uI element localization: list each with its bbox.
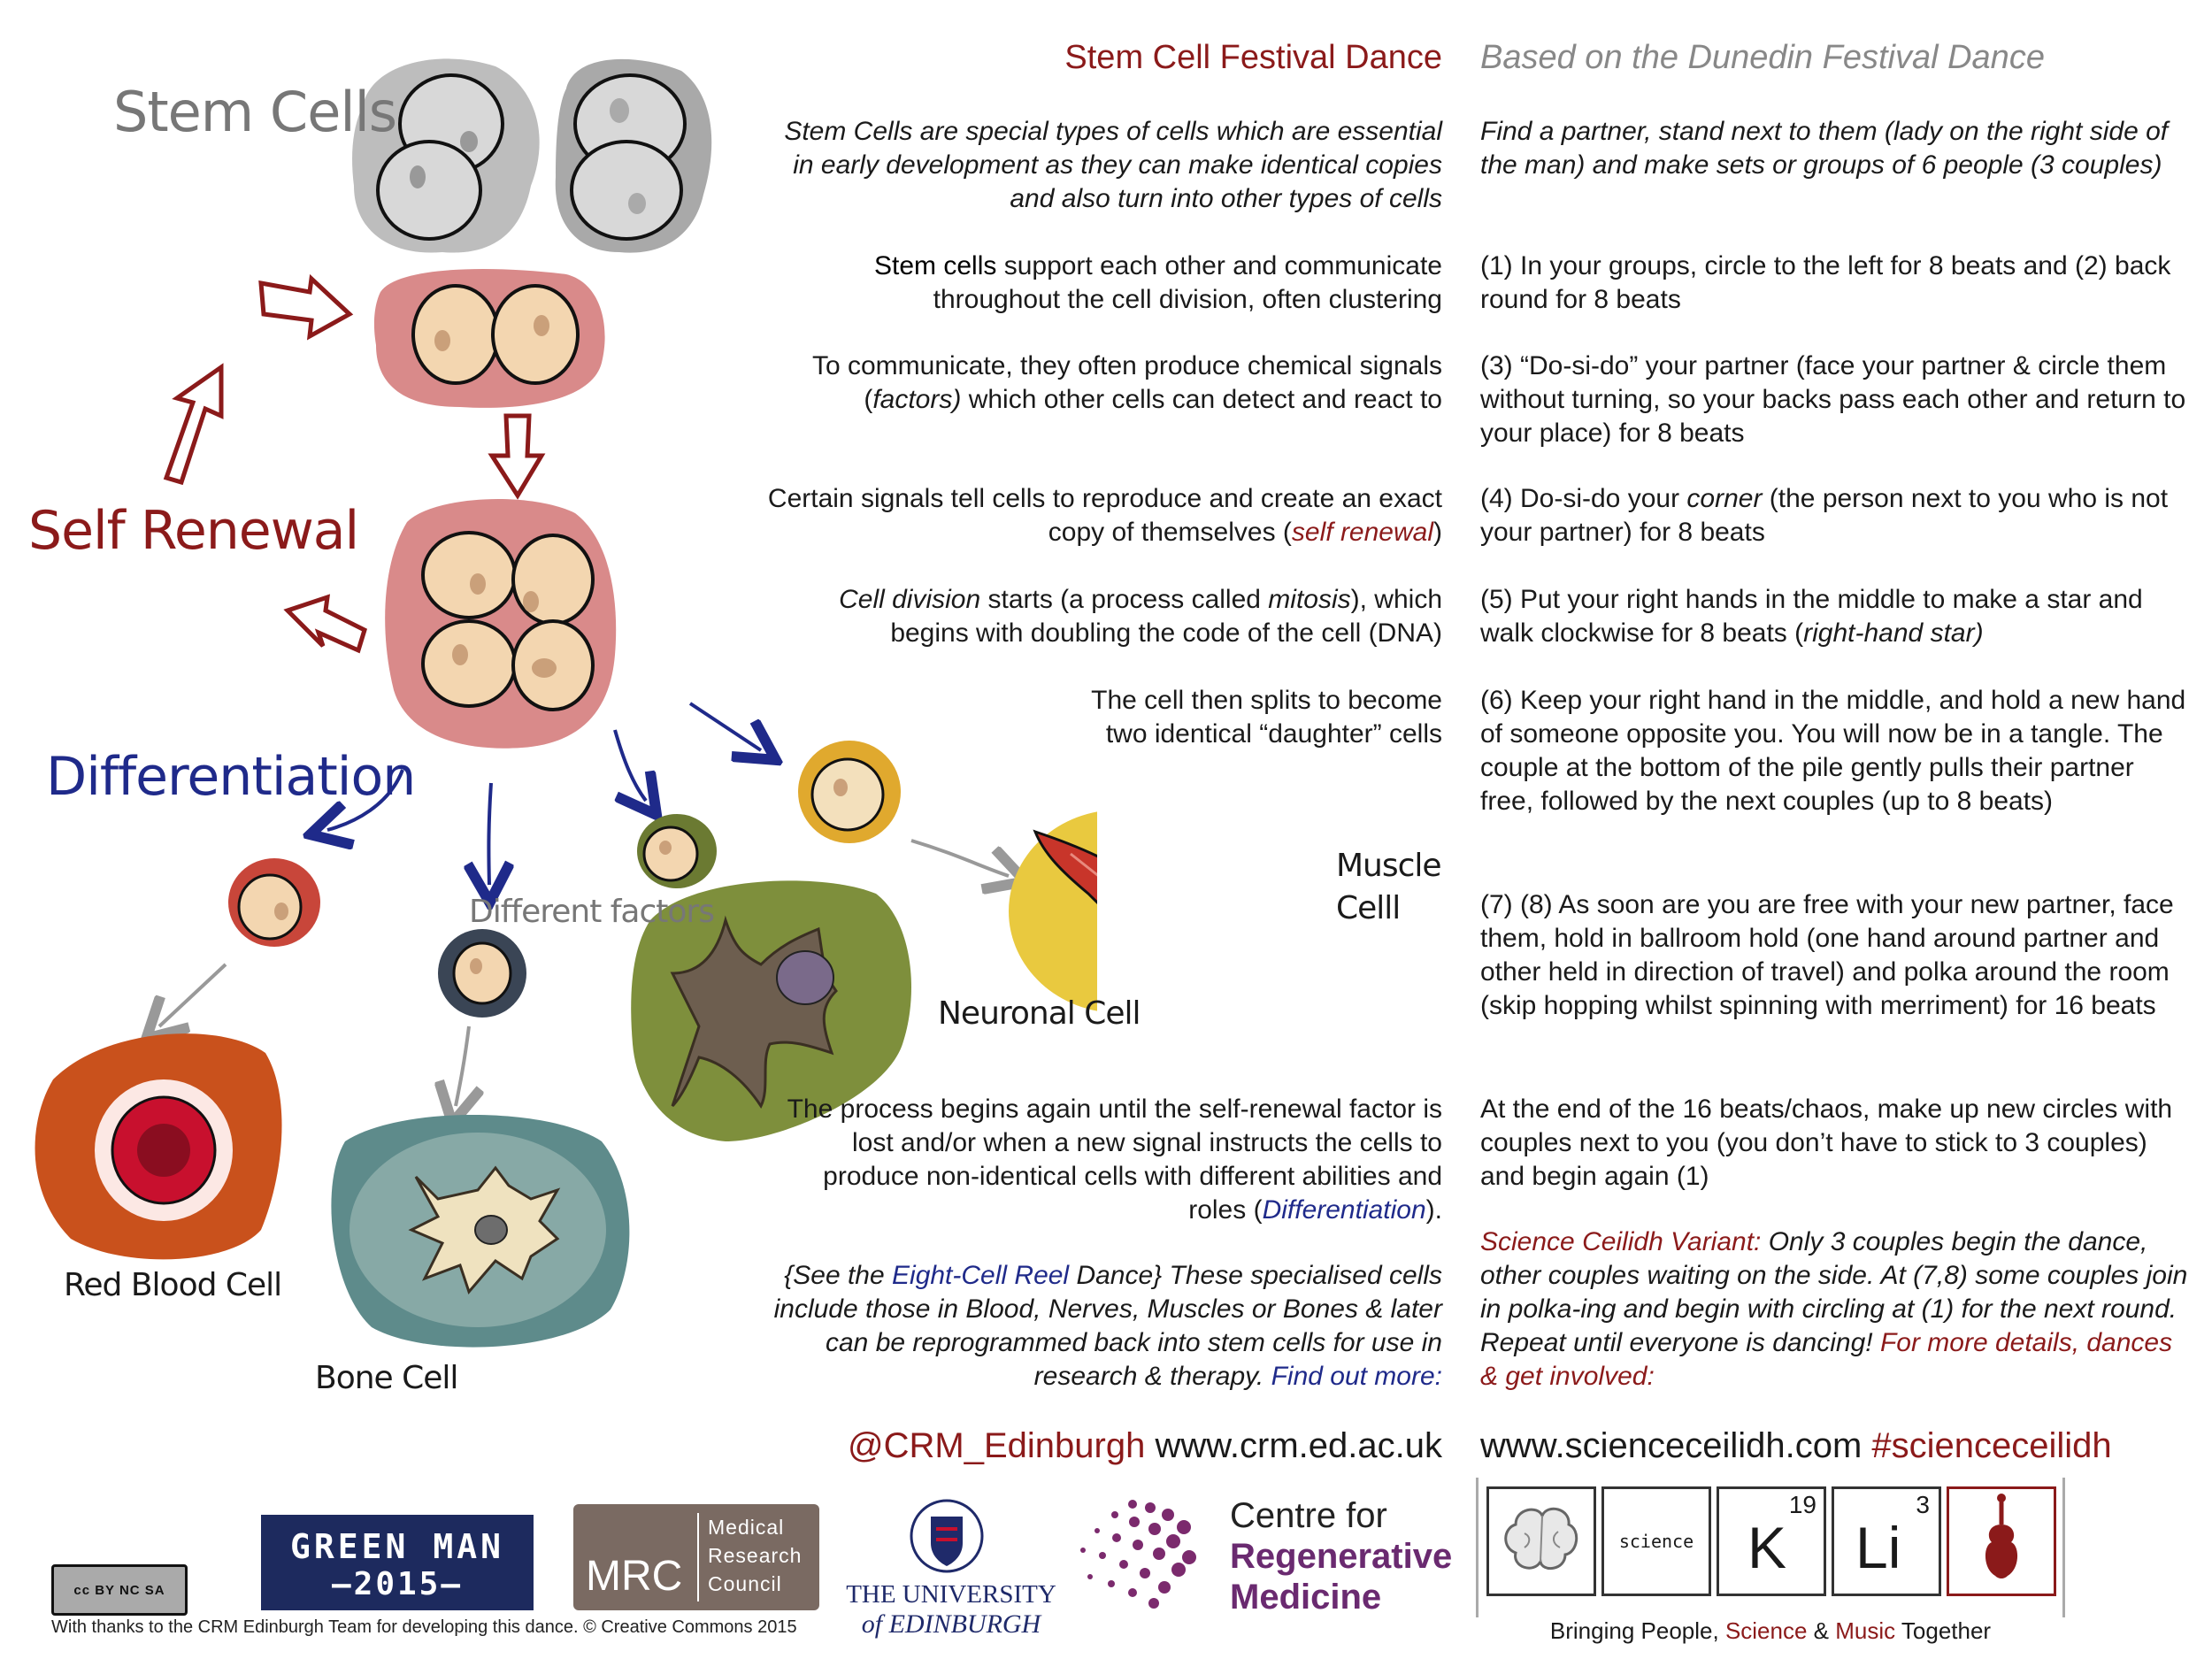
cell-division-text-a: starts (a process called <box>980 585 1269 614</box>
step-intro <box>1480 115 2188 182</box>
step-7-8-text: (7) (8) As soon are you are free with your new partner, face them, hold in ballroom hold (one hand around partner and other held in direction of travel) and polka around the room (skip hopping whilst spinning with merriment) for 16 beats <box>1480 890 2174 1020</box>
science-cell <box>1601 1486 1711 1596</box>
crm-twitter-handle[interactable]: @CRM_Edinburgh <box>848 1426 1146 1465</box>
crm-website-link[interactable]: www.crm.ed.ac.uk <box>1145 1426 1442 1465</box>
different-factors-label: Different factors <box>469 894 714 930</box>
differentiation-inline: Differentiation <box>1262 1195 1426 1225</box>
uoe-line-2: of EDINBURGH <box>861 1609 1041 1639</box>
step-end-text: At the end of the 16 beats/chaos, make up new circles with couples next to you (you don’t have to stick to 3 couples) and begin again (1) <box>1480 1094 2173 1191</box>
arrow-down-outline <box>492 416 541 495</box>
process-text-b: ). <box>1425 1195 1442 1225</box>
neuronal-cell-label: Neuronal Cell <box>938 995 1141 1032</box>
right-hand-star-inline: right-hand star) <box>1803 618 1984 648</box>
potassium-number: 19 <box>1788 1491 1816 1518</box>
ceilidh-variant <box>1480 1225 2188 1394</box>
step-end <box>1480 1093 2188 1194</box>
mrc-line-1: Medical <box>708 1516 785 1539</box>
thanks-note: With thanks to the CRM Edinburgh Team for developing this dance. © Creative Commons 2015 <box>51 1617 797 1637</box>
eight-cell-reel-link[interactable]: Eight-Cell Reel <box>892 1261 1070 1290</box>
step-3-text: (3) “Do-si-do” your partner (face your partner & circle them without turning, so your backs pass each other and return to your place) for 8 beats <box>1480 351 2186 448</box>
science-ceilidh-tagline <box>1476 1617 2065 1645</box>
mrc-full-name <box>708 1513 802 1598</box>
uoe-line-1: THE UNIVERSITY <box>846 1580 1056 1609</box>
tagline-part-c: Together <box>1895 1617 1992 1644</box>
crm-logo-text <box>1230 1495 1452 1617</box>
process-paragraph <box>761 1093 1442 1227</box>
ceilidh-footer-links <box>1480 1426 2112 1466</box>
step-5 <box>1480 583 2188 650</box>
step-4-text-a: (4) Do-si-do your <box>1480 484 1687 513</box>
step-1-2 <box>1480 250 2188 317</box>
more-details-link[interactable]: For more details, dances & get involved: <box>1480 1328 2173 1391</box>
stem-cells-bold: Stem cells <box>873 251 997 280</box>
crm-dots-icon <box>1071 1495 1203 1610</box>
bone-cell-label: Bone Cell <box>315 1360 458 1396</box>
support-paragraph <box>761 250 1442 317</box>
arrow-to-green-cell <box>615 730 646 801</box>
differentiation-label: Differentiation <box>46 746 416 808</box>
ceilidh-website-link[interactable]: www.scienceceilidh.com <box>1480 1426 1863 1465</box>
corner-inline: corner <box>1686 484 1763 513</box>
two-cell-cluster <box>374 269 605 408</box>
stem-cells-label: Stem Cells <box>113 80 397 144</box>
step-4-text-b: (the person next to you who is not your partner) for 8 beats <box>1480 484 2169 547</box>
arrow-to-dark-cell <box>488 783 491 885</box>
step-6-text: (6) Keep your right hand in the middle, and hold a new hand of someone opposite you. You will now be in a tangle. The couple at the bottom of the pile gently pulls their partner free, followed by the next couples (up to 8 beats) <box>1480 686 2186 816</box>
mrc-logo <box>573 1504 819 1610</box>
uoe-crest-icon <box>910 1494 984 1578</box>
violin-icon <box>1949 1489 2054 1594</box>
self-renewal-paragraph <box>761 482 1442 549</box>
cell-division-paragraph <box>761 583 1442 650</box>
arrow-to-muscle-cell <box>911 841 1009 876</box>
mrc-divider <box>697 1513 699 1601</box>
muscle-label-line-1: Muscle <box>1336 848 1441 884</box>
yellow-progenitor-cell <box>798 741 901 843</box>
muscle-label <box>1336 845 1441 930</box>
process-text-a: The process begins again until the self-renewal factor is lost and/or when a new signal instructs the cells to produce non-identical cells with different abilities and roles ( <box>787 1094 1442 1225</box>
red-progenitor-cell <box>228 858 320 947</box>
mrc-line-3: Council <box>708 1572 782 1595</box>
red-blood-cell-label: Red Blood Cell <box>64 1267 282 1303</box>
creative-commons-badge <box>51 1564 188 1616</box>
science-cell-text: science <box>1618 1531 1694 1552</box>
mrc-abbrev: MRC <box>586 1553 683 1600</box>
communicate-paragraph <box>761 349 1442 417</box>
crm-line-3: Medicine <box>1230 1578 1382 1617</box>
tagline-part-b: & <box>1807 1617 1836 1644</box>
brain-icon <box>1489 1489 1594 1594</box>
potassium-cell <box>1717 1486 1826 1596</box>
green-man-year: —2015— <box>331 1566 464 1602</box>
right-title: Based on the Dunedin Festival Dance <box>1480 39 2045 76</box>
muscle-cell-drawing <box>1009 810 1097 1013</box>
tagline-music: Music <box>1835 1617 1896 1644</box>
factors-text: factors) <box>872 385 962 414</box>
green-progenitor-cell <box>637 814 717 888</box>
step-3 <box>1480 349 2188 450</box>
cell-division-text-b: ), which begins with doubling the code of the cell (DNA) <box>890 585 1442 648</box>
crm-line-1: Centre for <box>1230 1496 1387 1535</box>
variant-label: Science Ceilidh Variant: <box>1480 1227 1762 1256</box>
self-renewal-text-b: ) <box>1433 518 1442 547</box>
green-man-logo <box>261 1515 534 1610</box>
step-7-8 <box>1480 888 2188 1023</box>
violin-cell <box>1947 1486 2056 1596</box>
stem-cell-pair-right <box>556 59 711 253</box>
dark-progenitor-cell <box>438 929 526 1018</box>
self-renewal-text-a: Certain signals tell cells to reproduce and create an exact copy of themselves ( <box>767 484 1442 547</box>
arrow-to-red-blood-cell <box>159 964 226 1026</box>
step-4 <box>1480 482 2188 549</box>
bone-cell-drawing <box>331 1115 629 1348</box>
specialised-text-a: {See the <box>784 1261 893 1290</box>
self-renewal-label: Self Renewal <box>28 500 359 562</box>
lithium-number: 3 <box>1916 1491 1930 1518</box>
arrow-to-yellow-cell <box>690 703 761 750</box>
cell-division-inline: Cell division <box>839 585 981 614</box>
uoe-logo-text <box>845 1580 1057 1640</box>
red-blood-cell-drawing <box>35 1033 282 1259</box>
arrow-right-outline <box>261 279 349 336</box>
find-out-more-link[interactable]: Find out more: <box>1271 1362 1442 1391</box>
potassium-symbol: K <box>1747 1515 1787 1580</box>
arrow-left-outline <box>288 597 365 650</box>
communicate-text-a: To communicate, they often produce chemical signals ( <box>811 351 1442 414</box>
communicate-text-b: which other cells can detect and react to <box>961 385 1442 414</box>
crm-footer-links <box>761 1426 1442 1466</box>
four-cell-cluster <box>385 499 616 749</box>
daughter-cells-paragraph <box>1071 684 1442 751</box>
tagline-part-a: Bringing People, <box>1549 1617 1725 1644</box>
arrow-up-outline <box>166 367 221 482</box>
step-6 <box>1480 684 2188 818</box>
mrc-line-2: Research <box>708 1544 803 1567</box>
middle-title: Stem Cell Festival Dance <box>1064 39 1442 76</box>
self-renewal-inline: self renewal <box>1291 518 1433 547</box>
step-5-text-a: (5) Put your right hands in the middle to make a star and walk clockwise for 8 beats ( <box>1480 585 2143 648</box>
lithium-cell <box>1832 1486 1941 1596</box>
specialised-paragraph <box>761 1259 1442 1394</box>
crm-line-2: Regenerative <box>1230 1537 1453 1576</box>
intro-paragraph <box>761 115 1442 216</box>
specialised-text-b: Dance} These specialised cells include those in Blood, Nerves, Muscles or Bones & later can be reprogrammed back into stem cells for use in research & therapy. <box>773 1261 1442 1391</box>
step-intro-text: Find a partner, stand next to them (lady on the right side of the man) and make sets or groups of 6 people (3 couples) <box>1480 117 2169 180</box>
mitosis-inline: mitosis <box>1268 585 1351 614</box>
cc-badge-text: cc BY NC SA <box>73 1582 165 1598</box>
muscle-label-line-2: Celll <box>1336 890 1401 926</box>
brain-cell <box>1486 1486 1596 1596</box>
lithium-symbol: Li <box>1855 1515 1901 1580</box>
step-1-2-text: (1) In your groups, circle to the left for 8 beats and (2) back round for 8 beats <box>1480 251 2171 314</box>
ceilidh-hashtag[interactable]: #scienceceilidh <box>1862 1426 2112 1465</box>
support-text: support each other and communicate throughout the cell division, often clustering <box>933 251 1442 314</box>
tagline-science: Science <box>1724 1617 1808 1644</box>
variant-text: Only 3 couples begin the dance, other couples waiting on the side. At (7,8) some couples join in polka-ing and begin with circling at (1) for the next round. Repeat until everyone is dancing! <box>1480 1227 2188 1357</box>
green-man-title: GREEN MAN <box>290 1527 504 1566</box>
intro-text: Stem Cells are special types of cells which are essential in early development as they can make identical copies and also turn into other types of cells <box>784 117 1442 213</box>
arrow-to-bone-cell <box>456 1026 469 1106</box>
daughter-cells-text: The cell then splits to become two identical “daughter” cells <box>1091 686 1442 749</box>
